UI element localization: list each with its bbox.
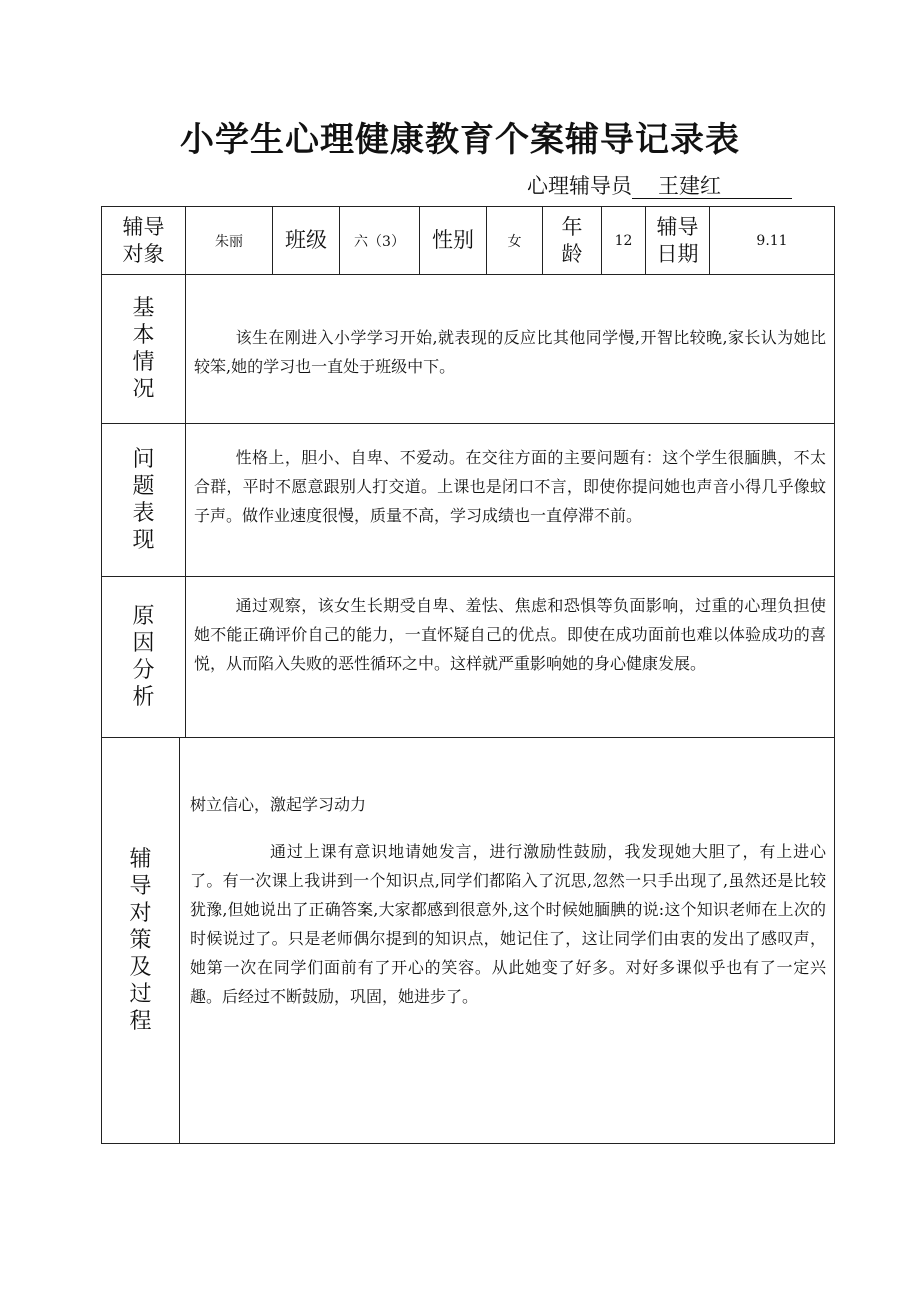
class-value-cell bbox=[340, 207, 420, 274]
class-value: 六（3） bbox=[354, 233, 405, 250]
strategy-body bbox=[190, 790, 826, 1011]
section-strategy bbox=[102, 738, 834, 1143]
cause-text: 通过观察，该女生长期受自卑、羞怯、焦虑和恐惧等负面影响，过重的心理负担使她不能正确评价自己的能力，一直怀疑自己的优点。即使在成功面前也难以体验成功的喜悦，从而陷入失败的恶性循环之中。这样就严重影响她的身心健康发展。 bbox=[194, 596, 826, 673]
cause-label-cell bbox=[102, 577, 186, 737]
target-value: 朱丽 bbox=[215, 233, 243, 250]
gender-label: 性别 bbox=[432, 228, 474, 252]
date-value-cell bbox=[710, 207, 834, 274]
strategy-label-cell bbox=[102, 738, 180, 1143]
basic-label: 基本情况 bbox=[132, 295, 155, 402]
gender-label-cell bbox=[420, 207, 487, 274]
problem-label-cell bbox=[102, 424, 186, 576]
counselor-label: 心理辅导员 bbox=[527, 174, 632, 198]
class-label: 班级 bbox=[285, 228, 327, 252]
target-label-cell bbox=[102, 207, 186, 274]
date-label: 辅导日期 bbox=[656, 214, 699, 266]
basic-text: 该生在刚进入小学学习开始,就表现的反应比其他同学慢,开智比较晚,家长认为她比较笨,她的学习也一直处于班级中下。 bbox=[194, 328, 826, 376]
class-label-cell bbox=[273, 207, 340, 274]
strategy-label: 辅导对策及过程 bbox=[129, 847, 152, 1034]
age-label-cell bbox=[543, 207, 602, 274]
age-value: 12 bbox=[614, 232, 633, 249]
gender-value: 女 bbox=[507, 233, 522, 250]
header-row bbox=[102, 207, 834, 275]
counselor-line bbox=[527, 170, 792, 200]
gender-value-cell bbox=[487, 207, 543, 274]
page-title: 小学生心理健康教育个案辅导记录表 bbox=[180, 120, 740, 160]
age-value-cell bbox=[602, 207, 646, 274]
date-value: 9.11 bbox=[756, 232, 788, 249]
age-label: 年龄 bbox=[561, 214, 583, 266]
basic-label-cell bbox=[102, 274, 186, 423]
target-value-cell bbox=[186, 207, 273, 274]
section-basic bbox=[102, 274, 834, 424]
record-table bbox=[101, 206, 835, 1144]
problem-text: 性格上，胆小、自卑、不爱动。在交往方面的主要问题有：这个学生很腼腆，不太合群，平时不愿意跟别人打交道。上课也是闭口不言，即使你提问她也声音小得几乎像蚊子声。做作业速度很慢，质量不高，学习成绩也一直停滞不前。 bbox=[194, 448, 826, 525]
strategy-text: 通过上课有意识地请她发言，进行激励性鼓励，我发现她大胆了，有上进心了。有一次课上我讲到一个知识点,同学们都陷入了沉思,忽然一只手出现了,虽然还是比较犹豫,但她说出了正确答案,大家都感到很意外,这个时候她腼腆的说:这个知识老师在上次的时候说过了。只是老师偶尔提到的知识点，她记住了，这让同学们由衷的发出了感叹声，她第一次在同学们面前有了开心的笑容。从此她变了好多。对好多课似乎也有了一定兴趣。后经过不断鼓励，巩固，她进步了。 bbox=[190, 842, 826, 1006]
cause-label: 原因分析 bbox=[132, 604, 155, 710]
date-label-cell bbox=[646, 207, 710, 274]
section-cause bbox=[102, 577, 834, 738]
strategy-heading: 树立信心，激起学习动力 bbox=[190, 795, 367, 814]
counselor-name: 王建红 bbox=[632, 174, 792, 199]
section-problem bbox=[102, 424, 834, 577]
target-label: 辅导对象 bbox=[122, 214, 165, 266]
problem-label: 问题表现 bbox=[132, 447, 155, 553]
